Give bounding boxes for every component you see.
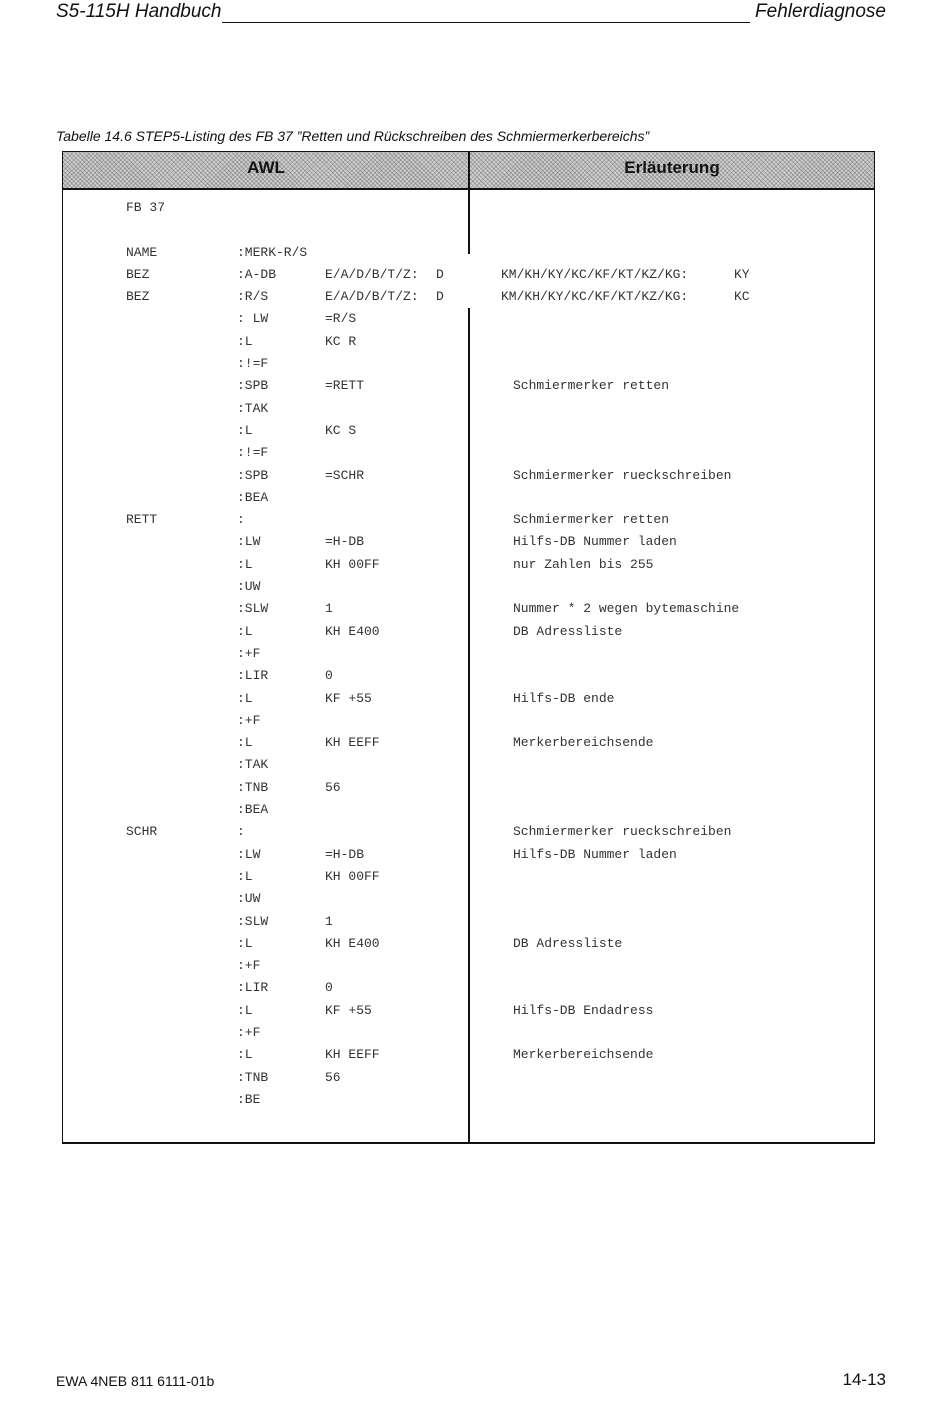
row-operation: :L: [237, 422, 253, 438]
bez-type-value: D: [436, 266, 444, 282]
row-operation: :BE: [237, 1091, 261, 1107]
bez-label: BEZ: [126, 289, 150, 305]
row-operation: :!=F: [237, 445, 269, 461]
code-row: [0, 823, 950, 845]
name-label: NAME: [126, 244, 158, 260]
row-operand: 56: [325, 779, 341, 795]
code-row: [0, 756, 950, 778]
row-operand: KH E400: [325, 623, 380, 639]
row-operation: :BEA: [237, 489, 269, 505]
block-title: FB 37: [126, 200, 166, 215]
row-operation: :L: [237, 735, 253, 751]
bez-type-value: D: [436, 289, 444, 305]
code-row: [0, 846, 950, 868]
row-operation: :L: [237, 623, 253, 639]
row-comment: Hilfs-DB Nummer laden: [513, 534, 677, 550]
code-row: [0, 779, 950, 801]
row-operation: :SLW: [237, 601, 269, 617]
column-header-erlaeuterung: Erläuterung: [624, 158, 720, 177]
row-comment: Nummer * 2 wegen bytemaschine: [513, 601, 740, 617]
row-operation: :+F: [237, 645, 261, 661]
row-operand: KC S: [325, 422, 357, 438]
row-operand: 0: [325, 668, 333, 684]
header-rule: [222, 22, 750, 23]
row-operation: :LW: [237, 534, 261, 550]
row-operand: 1: [325, 913, 333, 929]
code-row: [0, 377, 950, 399]
row-comment: Schmiermerker retten: [513, 512, 670, 528]
table-caption: Tabelle 14.6 STEP5-Listing des FB 37 ”Retten und Rückschreiben des Schmiermerkerbereichs”: [56, 128, 650, 144]
code-row: [0, 1069, 950, 1091]
row-operation: :L: [237, 868, 253, 884]
row-operand: 1: [325, 601, 333, 617]
code-row: [0, 355, 950, 377]
row-comment: Merkerbereichsende: [513, 735, 654, 751]
bez-op: :R/S: [237, 289, 269, 305]
row-label: SCHR: [126, 824, 158, 840]
code-row: [0, 600, 950, 622]
row-operation: :L: [237, 1002, 253, 1018]
row-operation: : LW: [237, 311, 269, 327]
row-operation: :TNB: [237, 1069, 269, 1085]
code-row: [0, 623, 950, 645]
row-operation: :+F: [237, 958, 261, 974]
row-operand: KH E400: [325, 935, 380, 951]
bez-kinds: KM/KH/KY/KC/KF/KT/KZ/KG:: [501, 266, 689, 282]
row-operation: :LW: [237, 846, 261, 862]
row-comment: Hilfs-DB Endadress: [513, 1002, 654, 1018]
row-operand: KC R: [325, 333, 357, 349]
row-operation: :SPB: [237, 378, 269, 394]
code-row: [0, 489, 950, 511]
code-row: [0, 801, 950, 823]
row-operation: :: [237, 824, 245, 840]
footer-page-number: 14-13: [842, 1370, 886, 1389]
row-operation: :: [237, 512, 245, 528]
row-operand: KH 00FF: [325, 556, 380, 572]
bez-kind-value: KY: [734, 266, 750, 282]
code-row: [0, 957, 950, 979]
row-comment: DB Adressliste: [513, 623, 623, 639]
code-row: [0, 667, 950, 689]
code-row: [0, 333, 950, 355]
block-title-row: [0, 199, 950, 221]
row-operation: :L: [237, 690, 253, 706]
row-operand: KF +55: [325, 1002, 372, 1018]
code-row: [0, 913, 950, 935]
code-row: [0, 690, 950, 712]
row-operand: 0: [325, 980, 333, 996]
row-operand: KH EEFF: [325, 1047, 380, 1063]
row-operand: =R/S: [325, 311, 357, 327]
row-comment: nur Zahlen bis 255: [513, 556, 654, 572]
code-row: [0, 556, 950, 578]
name-value: :MERK-R/S: [237, 244, 308, 260]
bez-op: :A-DB: [237, 266, 277, 282]
row-operation: :TAK: [237, 400, 269, 416]
row-operation: :L: [237, 935, 253, 951]
row-operand: =H-DB: [325, 534, 365, 550]
header-section-title: Fehlerdiagnose: [755, 1, 886, 22]
column-header-awl: AWL: [247, 158, 285, 177]
code-row: [0, 467, 950, 489]
bez-label: BEZ: [126, 266, 150, 282]
code-row: [0, 935, 950, 957]
row-comment: Hilfs-DB ende: [513, 690, 615, 706]
code-row: [0, 645, 950, 667]
code-row: [0, 533, 950, 555]
row-operation: :L: [237, 333, 253, 349]
row-operand: KF +55: [325, 690, 372, 706]
bez-types: E/A/D/B/T/Z:: [325, 266, 419, 282]
row-operation: :L: [237, 556, 253, 572]
code-row: [0, 868, 950, 890]
code-row: [0, 734, 950, 756]
code-row: [0, 422, 950, 444]
row-comment: Schmiermerker rueckschreiben: [513, 467, 732, 483]
code-row: [0, 1024, 950, 1046]
row-operation: :UW: [237, 891, 261, 907]
row-comment: Merkerbereichsende: [513, 1047, 654, 1063]
row-operation: :LIR: [237, 980, 269, 996]
row-operation: :SLW: [237, 913, 269, 929]
code-row: [0, 400, 950, 422]
row-operation: :TNB: [237, 779, 269, 795]
row-operation: :LIR: [237, 668, 269, 684]
row-operand: =SCHR: [325, 467, 365, 483]
row-operand: KH 00FF: [325, 868, 380, 884]
code-row: [0, 310, 950, 332]
bez-types: E/A/D/B/T/Z:: [325, 289, 419, 305]
row-operation: :TAK: [237, 757, 269, 773]
name-row: [0, 244, 950, 266]
row-operation: :SPB: [237, 467, 269, 483]
row-operation: :!=F: [237, 356, 269, 372]
row-operand: =H-DB: [325, 846, 365, 862]
row-comment: Schmiermerker rueckschreiben: [513, 824, 732, 840]
footer-doc-number: EWA 4NEB 811 6111-01b: [56, 1373, 215, 1389]
row-comment: Hilfs-DB Nummer laden: [513, 846, 677, 862]
row-operand: =RETT: [325, 378, 365, 394]
code-row: [0, 511, 950, 533]
bez-row: [0, 266, 950, 288]
bez-kind-value: KC: [734, 289, 750, 305]
row-operation: :+F: [237, 1024, 261, 1040]
code-rows: [0, 310, 950, 1113]
code-row: [0, 1046, 950, 1068]
code-row: [0, 1091, 950, 1113]
row-comment: Schmiermerker retten: [513, 378, 670, 394]
code-row: [0, 890, 950, 912]
row-operand: 56: [325, 1069, 341, 1085]
code-row: [0, 578, 950, 600]
row-operation: :+F: [237, 712, 261, 728]
bez-kinds: KM/KH/KY/KC/KF/KT/KZ/KG:: [501, 289, 689, 305]
blank-row: [0, 221, 950, 243]
row-operation: :BEA: [237, 802, 269, 818]
code-row: [0, 1002, 950, 1024]
listing-rows: [0, 199, 950, 1113]
row-label: RETT: [126, 512, 158, 528]
row-operation: :UW: [237, 579, 261, 595]
code-row: [0, 444, 950, 466]
code-row: [0, 712, 950, 734]
bez-row: [0, 288, 950, 310]
row-operand: KH EEFF: [325, 735, 380, 751]
row-comment: DB Adressliste: [513, 935, 623, 951]
header-manual-title: S5-115H Handbuch: [56, 1, 222, 22]
code-row: [0, 979, 950, 1001]
row-operation: :L: [237, 1047, 253, 1063]
